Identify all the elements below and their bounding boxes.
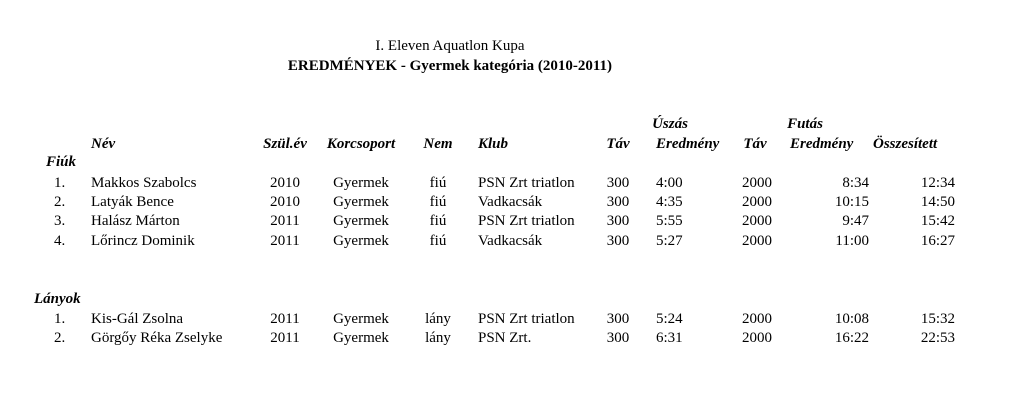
sex: fiú [429,175,447,191]
age-group: Gyermek [333,233,389,249]
total-time: 15:32 [920,311,955,327]
col-header-osszesitett: Összesített [873,136,938,152]
athlete-name: Halász Márton [91,213,180,229]
club: PSN Zrt triatlon [478,311,575,327]
athlete-name: Latyák Bence [91,194,174,210]
col-header-eredmeny-run: Eredmény [790,136,854,152]
athlete-name: Görgőy Réka Zselyke [91,330,223,346]
run-time: 10:15 [834,194,869,210]
document-title: I. Eleven Aquatlon Kupa [375,38,525,54]
sex: lány [425,311,451,327]
rank: 1. [54,175,66,191]
athlete-name: Lőrincz Dominik [91,233,195,249]
total-time: 12:34 [920,175,955,191]
sex: fiú [429,194,447,210]
swim-time: 6:31 [656,330,683,346]
col-header-klub: Klub [478,136,509,152]
rank: 3. [54,213,66,229]
birth-year: 2011 [270,213,300,229]
club: Vadkacsák [478,194,543,210]
club: PSN Zrt triatlon [478,175,575,191]
swim-distance: 300 [606,194,630,210]
total-time: 16:27 [920,233,955,249]
sex: fiú [429,233,447,249]
run-time: 11:00 [835,233,869,249]
birth-year: 2010 [270,194,300,210]
group-header-uszas: Úszás [652,116,688,132]
birth-year: 2011 [270,233,300,249]
swim-distance: 300 [606,311,630,327]
run-distance: 2000 [742,213,772,229]
group-header-futas: Futás [787,116,823,132]
run-time: 16:22 [834,330,869,346]
athlete-name: Kis-Gál Zsolna [91,311,184,327]
col-header-eredmeny-swim: Eredmény [656,136,720,152]
age-group: Gyermek [333,213,389,229]
total-time: 14:50 [920,194,955,210]
col-header-korcsoport: Korcsoport [326,136,396,152]
section-label-fiuk: Fiúk [46,154,77,170]
birth-year: 2010 [270,175,300,191]
run-time: 9:47 [842,213,869,229]
document-subtitle: EREDMÉNYEK - Gyermek kategória (2010-2011) [287,58,613,74]
col-header-tav-swim: Táv [606,136,630,152]
sex: lány [425,330,451,346]
col-header-szulev: Szül.év [263,136,307,152]
sex: fiú [429,213,447,229]
swim-distance: 300 [606,330,630,346]
age-group: Gyermek [333,175,389,191]
run-distance: 2000 [742,311,772,327]
club: PSN Zrt. [478,330,532,346]
club: Vadkacsák [478,233,543,249]
age-group: Gyermek [333,311,389,327]
run-distance: 2000 [742,194,772,210]
col-header-tav-run: Táv [743,136,767,152]
run-distance: 2000 [742,330,772,346]
swim-distance: 300 [606,175,630,191]
swim-time: 4:35 [656,194,683,210]
section-label-lanyok: Lányok [34,291,81,307]
age-group: Gyermek [333,330,389,346]
rank: 1. [54,311,66,327]
club: PSN Zrt triatlon [478,213,575,229]
swim-time: 4:00 [656,175,683,191]
run-time: 8:34 [842,175,869,191]
birth-year: 2011 [270,330,300,346]
col-header-nem: Nem [423,136,453,152]
age-group: Gyermek [333,194,389,210]
run-distance: 2000 [742,233,772,249]
total-time: 22:53 [920,330,955,346]
swim-distance: 300 [606,213,630,229]
swim-time: 5:24 [656,311,683,327]
swim-distance: 300 [606,233,630,249]
run-time: 10:08 [834,311,869,327]
col-header-nev: Név [91,136,116,152]
run-distance: 2000 [742,175,772,191]
swim-time: 5:55 [656,213,683,229]
rank: 2. [54,330,66,346]
birth-year: 2011 [270,311,300,327]
swim-time: 5:27 [656,233,683,249]
total-time: 15:42 [920,213,955,229]
rank: 2. [54,194,66,210]
athlete-name: Makkos Szabolcs [91,175,197,191]
rank: 4. [54,233,66,249]
